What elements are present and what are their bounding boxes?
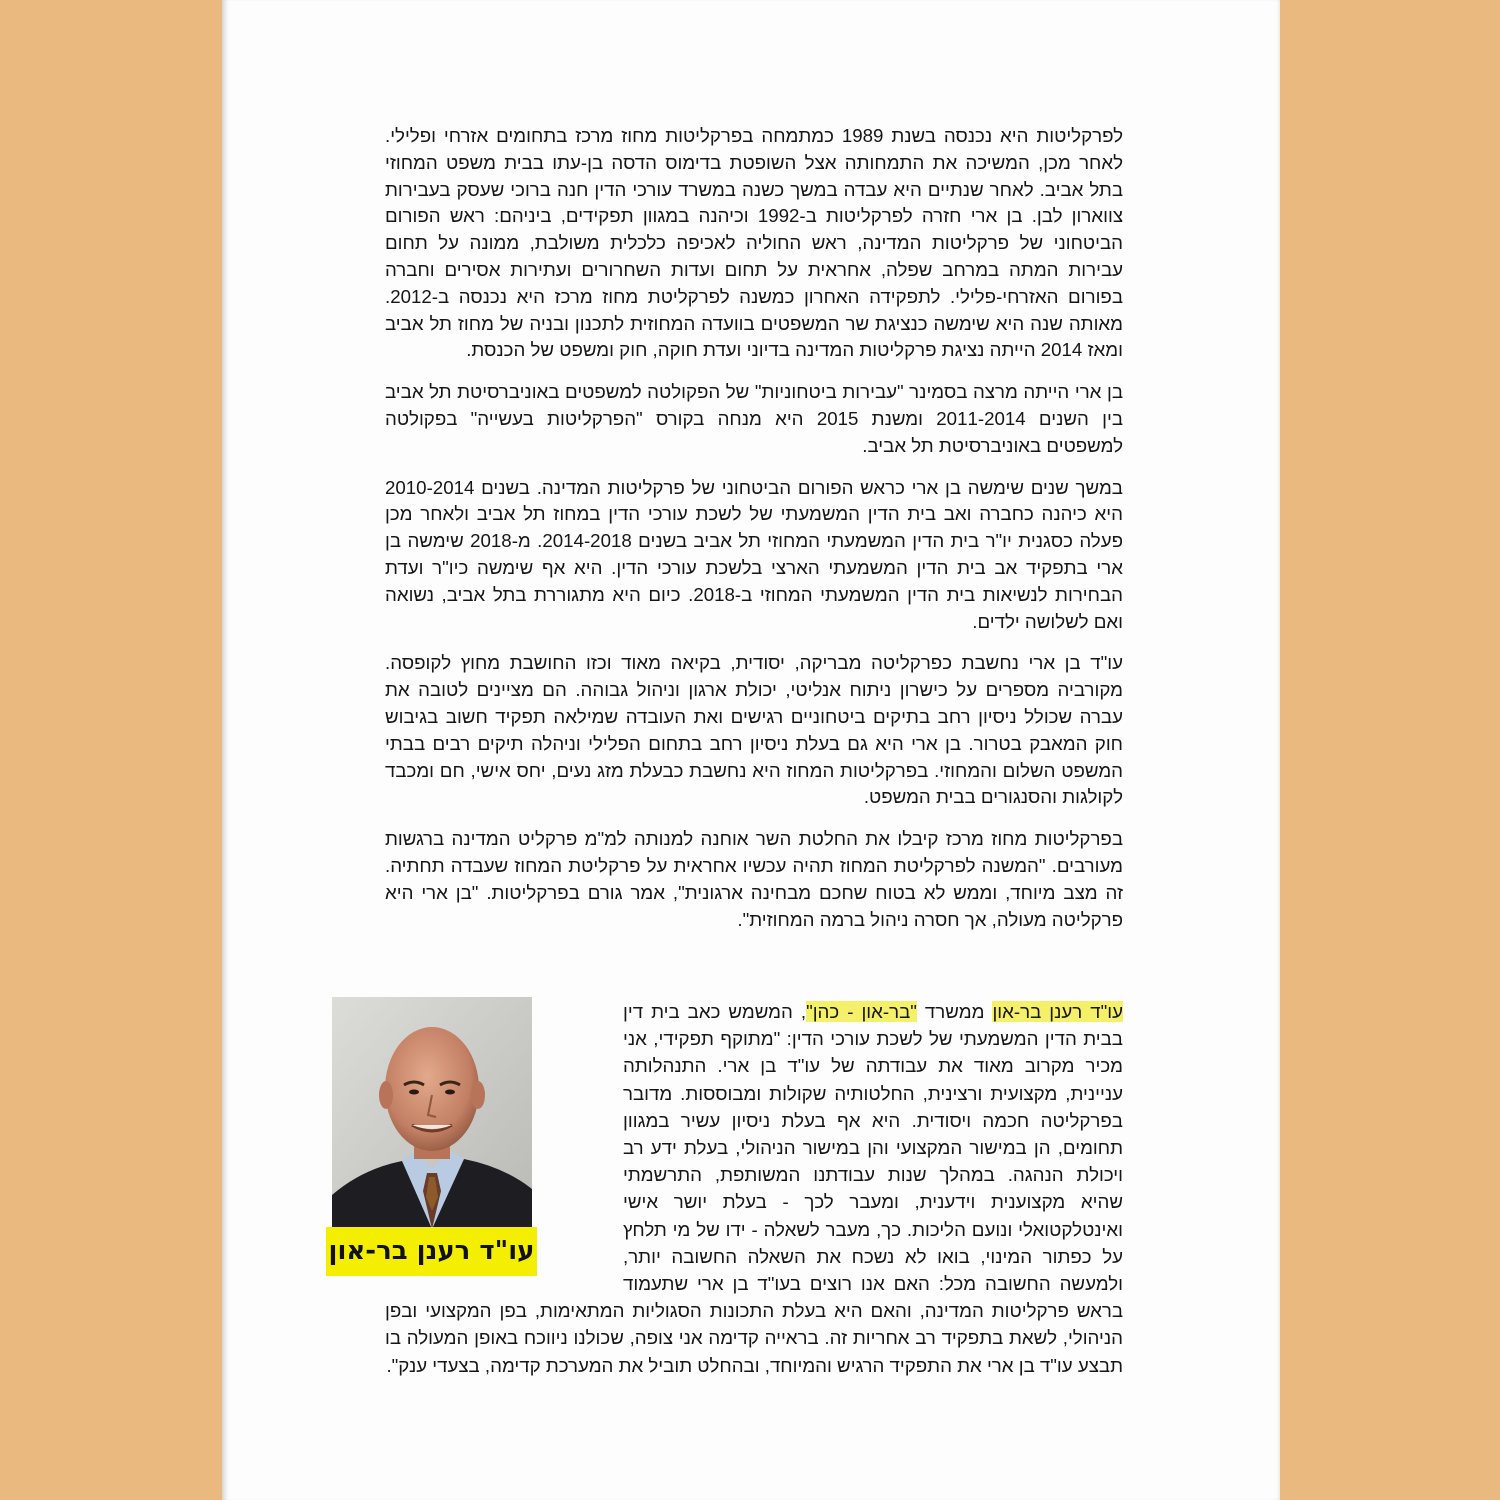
quote-text-part-2: , המשמש כאב בית דין בבית הדין המשמעתי של לשכת עורכי הדין: "מתוקף תפקידי, אני מכיר מקרוב מאוד את עבודתה של עו"ד בן ארי. התנהלותה עניינית, מקצועית ורצינית, החלטותיה שקולות ומבוססות. מדובר בפרקליטה חכמה ויסודית. היא אף בעלת ניסיון עשיר במגוון תחומים, הן במישור המקצועי והן במישור הניהולי, בעלת ידע רב ויכולת הנהגה. במהלך שנות עבודתנו המשותפת, התרשמתי שהיא מקצוענית וידענית, ומעבר לכך - בעלת יושר אישי ואינטלקטואלי ונועם הליכות. כך, מעבר לשאלה - ידו של מי תלחץ על כפתור המינוי, בואו לא נשכח את השאלה החשובה יותר, ולמעשה החשובה מכל: האם אנו רוצים בעו"ד בן ארי שתעמוד בראש פרקליטות המדינה, והאם היא בעלת התכונות הסגוליות המתאימות, בפן המקצועי ובפן הניהולי, לשאת בתפקיד רב אחריות זה. בראייה קדימה אני צופה, שכולנו ניווכח באופן המעולה בו תבצע עו"ד בן ארי את התפקיד הרגיש והמיוחד, ובהחלט תוביל את המערכת קדימה, בצעדי ענק". [385, 1001, 1123, 1376]
paragraph-career: לפרקליטות היא נכנסה בשנת 1989 כמתמחה בפרקליטות מחוז מרכז בתחומים אזרחי ופלילי. לאחר מכן, המשיכה את התמחותה אצל השופטת בדימוס הדסה בן-עתו בבית משפט המחוזי בתל אביב. לאחר שנתיים היא עבדה במשך כשנה במשרד עורכי הדין חנה ברוכי שעסק בעבירות צווארון לבן. בן ארי חזרה לפרקליטות ב-1992 וכיהנה במגוון תפקידים, ביניהם: ראש הפורום הביטחוני של פרקליטות המדינה, ראש החוליה לאכיפה כלכלית משולבת, ממונה על תחום עבירות המתה במרחב שפלה, אחראית על תחום ועדות השחרורים ועתירות אסירים וחברה בפורום האזרחי-פלילי. לתפקידה האחרון כמשנה לפרקליטת מחוז מרכז היא נכנסה ב-2012. מאותה שנה היא שימשה כנציגת שר המשפטים בוועדה המחוזית לתכנון ובניה של מחוז תל אביב ומאז 2014 הייתה נציגת פרקליטות המדינה בדיוני ועדת חוקה, חוק ומשפט של הכנסת. [385, 125, 1123, 361]
quote-text-part-1: ממשרד [916, 1001, 993, 1022]
article-body [385, 123, 1123, 948]
paragraph-reputation: עו"ד בן ארי נחשבת כפרקליטה מבריקה, יסודית, בקיאה מאוד וכזו החושבת מחוץ לקופסה. מקורביה מספרים על כישרון ניתוח אנליטי, יכולת ארגון וניהול גבוהה. הם מציינים לטובה את עברה שכולל ניסיון רחב בתיקים ביטחוניים רגישים ואת העובדה שמילאה תפקיד חשוב בגיבוש חוק המאבק בטרור. בן ארי היא גם בעלת ניסיון רחב בתחום הפלילי וניהלה תיקים רבים בבתי המשפט השלום והמחוזי. בפרקליטות המחוז היא נחשבת כבעלת מזג נעים, יחס אישי, חם ומכבד לקולגות והסנגורים בבית המשפט. [385, 652, 1123, 808]
firm-name-highlight: "בר-און - כהן" [806, 1001, 917, 1022]
quote-block [385, 998, 1123, 1379]
lawyer-name-highlight: עו"ד רענן בר-און [992, 1001, 1124, 1022]
photo-caption: עו"ד רענן בר-און [326, 1227, 537, 1276]
paragraph-disciplinary: במשך שנים שימשה בן ארי כראש הפורום הביטחוני של פרקליטות המדינה. בשנים 2010-2014 היא כיהנה כחברה ואב בית הדין המשמעתי של לשכת עורכי הדין במחוז תל אביב ולאחר מכן פעלה כסגנית יו"ר בית הדין המשמעתי המחוזי תל אביב בשנים 2014-2018. מ-2018 שימשה בן ארי בתפקיד אב בית הדין המשמעתי הארצי בלשכת עורכי הדין. היא אף שימשה כיו"ר ועדת הבחירות לנשיאות בית הדין המשמעתי המחוזי ב-2018. כיום היא מתגוררת בתל אביב, נשואה ואם לשלושה ילדים. [385, 476, 1123, 632]
photo-spacer [385, 998, 623, 1284]
paragraph-reactions: בפרקליטות מחוז מרכז קיבלו את החלטת השר אוחנה למנותה למ"מ פרקליט המדינה ברגשות מעורבים. "המשנה לפרקליטת המחוז תהיה עכשיו אחראית על פרקליטת המחוז שעבדה תחתיה. זה מצב מיוחד, וממש לא בטוח שחכם מבחינה ארגונית", אמר גורם בפרקליטות. "בן ארי היא פרקליטה מעולה, אך חסרה ניהול ברמה המחוזית". [385, 828, 1123, 930]
paragraph-teaching: בן ארי הייתה מרצה בסמינר "עבירות ביטחוניות" של הפקולטה למשפטים באוניברסיטת תל אביב בין השנים 2011-2014 ומשנת 2015 היא מנחה בקורס "הפרקליטות בעשייה" בפקולטה למשפטים באוניברסיטת תל אביב. [385, 381, 1123, 456]
